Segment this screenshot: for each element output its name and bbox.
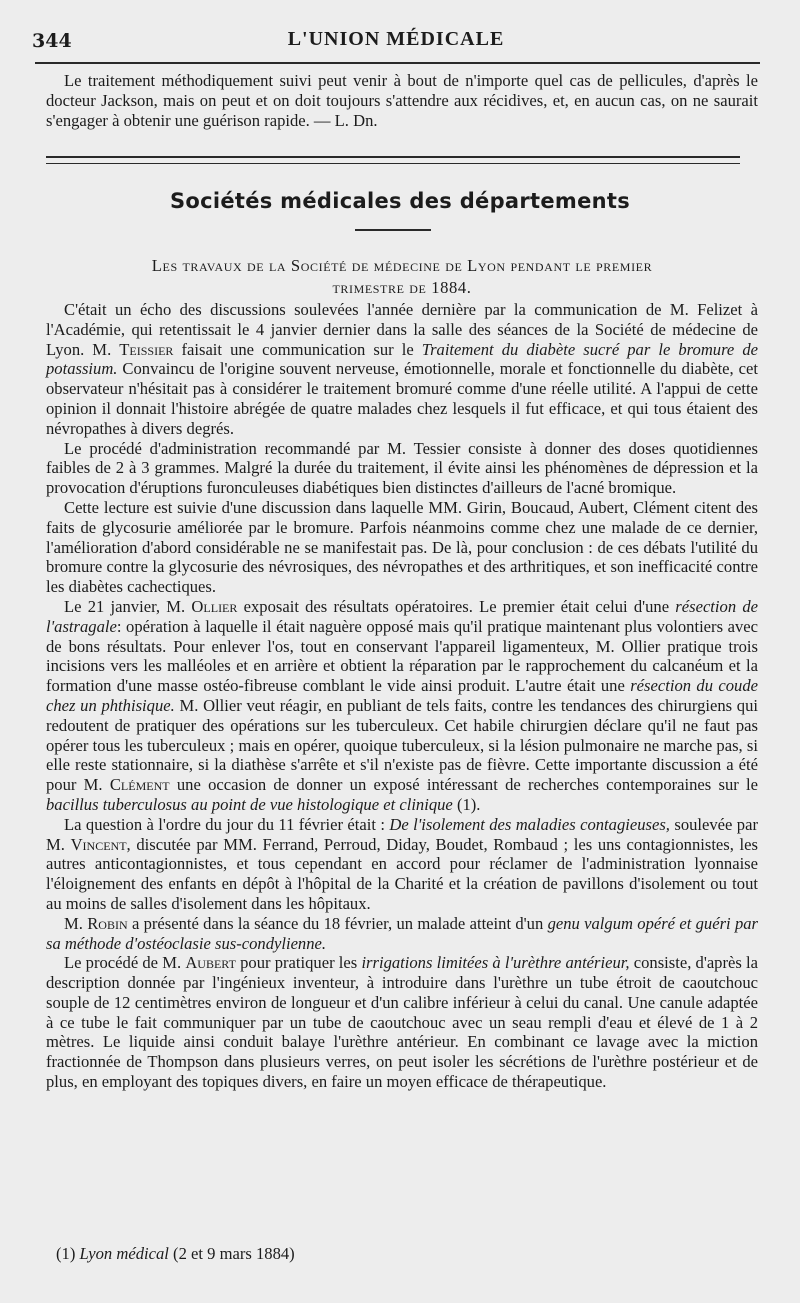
page-number: 344 — [32, 30, 72, 52]
paragraph-6 — [46, 914, 758, 954]
text-run: Le 21 janvier, M. — [64, 596, 186, 616]
text-run: consiste, d'après la description donnée par l'ingénieux inventeur, à introduire dans l'urèthre un tube étroit de caoutchouc souple de 12 centimètres environ de longueur et d'un calibre inférieur à celui du canal. Une canule adaptée à ce tube le fait communiquer par un tube de caoutchouc avec un seau rempli d'eau et élevé de 1 à 2 mètres. Le liquide ainsi conduit balaye l'urèthre antérieur. En combinant ce lavage avec la miction fractionnée de Thompson dans plusieurs verres, on peut isoler les sécrétions de l'urèthre postérieur et de plus, en employant des topiques divers, en faire un moyen efficace de thérapeutique. — [46, 953, 758, 1092]
italic-term: irrigations limitées à l'urèthre antérieur, — [361, 953, 630, 973]
text-run: : opération à laquelle il était naguère opposé mais qu'il pratique maintenant plus volontiers avec de bons résultats. Pour enlever l'os, tout en conservant l'appareil ligamenteux, M. Ollier pratique trois incisions vers les malléoles et en arrière et obtient la réparation par le rapprochement du calcanéum et la formation d'une masse ostéo-fibreuse comblant le vide ainsi produit. L'autre était une — [46, 616, 758, 696]
section-divider — [46, 156, 740, 164]
text-run: pour pratiquer les — [240, 953, 358, 973]
author-name: Vincent — [70, 834, 127, 854]
article-body — [46, 300, 758, 1092]
italic-title: Traitement du diabète sucré par le bromure de potassium. — [46, 339, 759, 379]
running-head — [32, 28, 760, 54]
header-rule — [35, 62, 760, 64]
paragraph-3: Cette lecture est suivie d'une discussion dans laquelle MM. Girin, Boucaud, Aubert, Clément citent des faits de glycosurie améliorée par le bromure. Parfois néanmoins comme chez une malade de ce dernier, l'amélioration d'abord considérable ne se manifestait pas. De là, pour conclusion : de ces débats l'utilité du bromure contre la glycosurie des névrosiques, des névropathes et des arthritiques, et son inefficacité contre les diabètes cachectiques. — [46, 497, 758, 597]
intro-paragraph: Le traitement méthodiquement suivi peut venir à bout de n'importe quel cas de pellicules, d'après le docteur Jackson, mais on peut et on doit toujours s'attendre aux récidives, et, en aucun cas, on ne saurait s'engager à obtenir une guérison rapide. — L. Dn. — [46, 71, 758, 130]
paragraph-5 — [46, 815, 758, 914]
text-run: faisait une communication sur le — [181, 339, 414, 359]
italic-term: bacillus tuberculosus au point de vue histologique et clinique — [46, 794, 453, 814]
article-title — [46, 255, 758, 299]
text-run: exposait des résultats opératoires. Le premier était celui d'une — [243, 596, 670, 616]
footnote-source: Lyon médical — [79, 1244, 169, 1263]
author-name: Clément — [109, 775, 170, 795]
text-run: La question à l'ordre du jour du 11 février était : — [64, 814, 385, 834]
author-name: Teissier — [119, 339, 174, 359]
text-run: Convaincu de l'origine souvent nerveuse, émotionnelle, morale et fonctionnelle du diabète, cet observateur n'hésitait pas à considérer le traitement bromuré comme d'une réelle utilité. A l'appui de cette opinion il donnait l'histoire abrégée de quatre malades chez lesquels il fut efficace, et qui tous étaient des névropathes à divers degrés. — [46, 359, 758, 438]
italic-term: résection du coude chez un phthisique. — [46, 676, 758, 715]
text-run: Le procédé de M. — [64, 953, 182, 973]
journal-title: L'UNION MÉDICALE — [287, 28, 505, 50]
footnote — [56, 1244, 295, 1264]
text-run: une occasion de donner un exposé intéressant de recherches contemporaines sur le — [176, 775, 759, 795]
italic-term: résection de l'astragale — [46, 596, 758, 636]
paragraph-7 — [46, 953, 758, 1092]
italic-term: De l'isolement des maladies contagieuses, — [389, 814, 670, 834]
footnote-dates: (2 et 9 mars 1884) — [173, 1244, 295, 1263]
text-run: C'était un écho des discussions soulevées l'année dernière par la communication de M. Felizet à l'Académie, qui retentissait le 4 janvier dernier dans la salle des séances de la Société de médecine de Lyon. M. — [46, 300, 758, 359]
paragraph-2: Le procédé d'administration recommandé par M. Tessier consiste à donner des doses quotidiennes faibles de 2 à 3 grammes. Malgré la durée du traitement, il évite ainsi les phénomènes de dépression et la provocation d'éruptions furonculeuses diabétiques bien distinctes d'ailleurs de l'acné bromique. — [46, 438, 758, 498]
author-name: Robin — [87, 913, 128, 933]
article-title-line-1: Les travaux de la Société de médecine de Lyon pendant le premier — [151, 256, 653, 275]
author-name: Ollier — [191, 596, 238, 616]
author-name: Aubert — [185, 953, 236, 973]
text-run: soulevée par M. — [46, 814, 758, 854]
text-run: M. Ollier veut réagir, en publiant de tels faits, contre les tendances des chirurgiens qui redoutent de pratiquer des opérations sur les tuberculeux. Cet habile chirurgien déclare qu'il ne faut pas opérer tous les tuberculeux ; mais en opérer, quoique tuberculeux, si la lésion pulmonaire ne marche pas, si elle reste stationnaire, si la diathèse s'arrête et s'il n'existe pas de fièvre. Cette importante discussion a été pour M. — [46, 695, 758, 795]
italic-term: genu valgum opéré et guéri par sa méthode d'ostéoclasie sus-condylienne. — [46, 913, 759, 953]
text-run: M. — [64, 913, 83, 933]
footnote-ref: (1). — [456, 794, 481, 814]
footnote-marker: (1) — [56, 1244, 76, 1263]
paragraph-4 — [46, 597, 758, 815]
article-title-line-2: trimestre de 1884. — [332, 278, 472, 297]
section-title: Sociétés médicales des départements — [169, 189, 631, 213]
text-run: a présenté dans la séance du 18 février, un malade atteint d'un — [131, 913, 544, 933]
text-run: , discutée par MM. Ferrand, Perroud, Diday, Boudet, Rombaud ; les uns contagionnistes, les autres anticontagionnistes, et tous cependant en accord pour réclamer de l'administration lyonnaise l'éloignement des enfants en dépôt à l'hôpital de la Charité et la création de pavillons d'isolement ou tout au moins de salles d'isolement dans les hôpitaux. — [46, 834, 758, 913]
paragraph-1 — [46, 300, 758, 439]
title-underline — [355, 229, 431, 231]
intro-block — [46, 71, 758, 130]
